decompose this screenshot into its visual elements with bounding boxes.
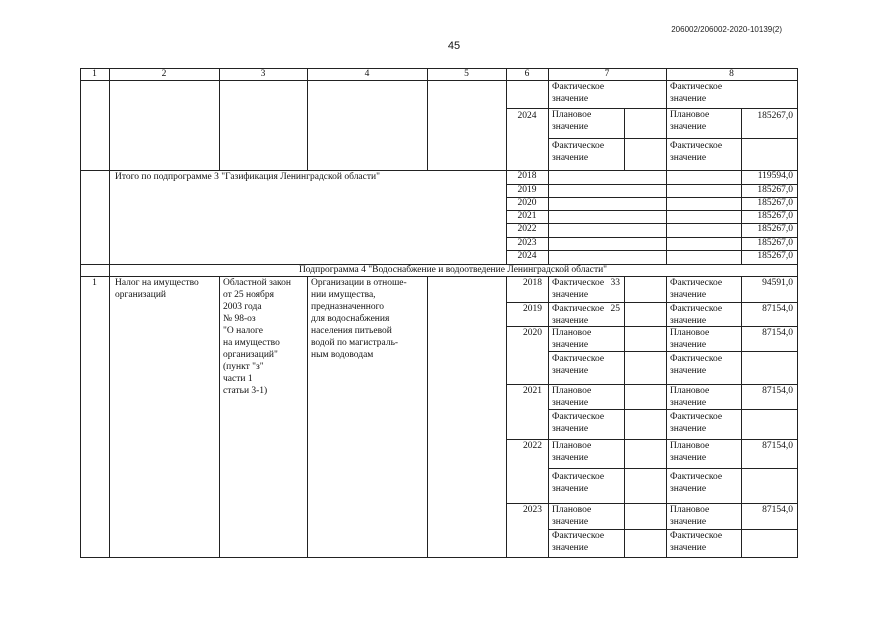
law-reference: статьи 3-1) bbox=[223, 386, 268, 396]
label-indicator: значение bbox=[670, 484, 707, 494]
label-fact: значение bbox=[552, 153, 589, 163]
label-fact: значение bbox=[670, 94, 707, 104]
value-cell: 185267,0 bbox=[757, 251, 793, 261]
beneficiaries: для водоснабжения bbox=[311, 314, 390, 324]
year-cell: 2018 bbox=[523, 278, 542, 288]
value-cell: 185267,0 bbox=[757, 238, 793, 248]
value-cell: 94591,0 bbox=[762, 278, 793, 288]
year-cell: 2020 bbox=[517, 198, 537, 208]
label-indicator: значение bbox=[552, 290, 589, 300]
label-fact: значение bbox=[552, 94, 589, 104]
column-rule bbox=[307, 80, 308, 170]
year-cell: 2024 bbox=[517, 111, 537, 121]
column-rule bbox=[548, 276, 549, 557]
column-rule bbox=[666, 170, 667, 264]
value-cell: 119594,0 bbox=[757, 171, 793, 181]
indicator-count: 33 bbox=[610, 278, 620, 288]
label-indicator: значение bbox=[552, 453, 589, 463]
row-rule bbox=[506, 557, 798, 558]
label-indicator: Плановое bbox=[670, 386, 710, 396]
row-number: 1 bbox=[92, 278, 97, 288]
column-rule bbox=[219, 276, 220, 557]
label-indicator: Плановое bbox=[552, 441, 592, 451]
law-reference: организаций" bbox=[223, 350, 278, 360]
beneficiaries: ным водоводам bbox=[311, 350, 374, 360]
label-indicator: Плановое bbox=[552, 328, 592, 338]
column-number: 2 bbox=[161, 69, 167, 79]
column-rule bbox=[666, 80, 667, 170]
value-cell: 87154,0 bbox=[762, 386, 793, 396]
column-rule bbox=[624, 276, 625, 557]
label-indicator: Фактическое bbox=[552, 278, 605, 288]
year-cell: 2019 bbox=[523, 304, 542, 314]
label-indicator: Плановое bbox=[670, 505, 710, 515]
value-cell: 185267,0 bbox=[757, 224, 793, 234]
value-cell: 87154,0 bbox=[762, 441, 793, 451]
year-cell: 2024 bbox=[517, 251, 537, 261]
document-id: 206002/206002-2020-10139(2) bbox=[671, 25, 782, 34]
law-reference: Областной закон bbox=[223, 278, 292, 288]
subprogram-title: Подпрограмма 4 "Водоснабжение и водоотведение Ленинградской области" bbox=[298, 265, 608, 275]
law-reference: (пункт "з" bbox=[223, 362, 264, 372]
year-cell: 2018 bbox=[517, 171, 537, 181]
label-indicator: Плановое bbox=[552, 386, 592, 396]
value-cell: 185267,0 bbox=[757, 111, 793, 121]
row-rule bbox=[506, 439, 798, 440]
row-rule bbox=[506, 108, 798, 109]
label-indicator: Фактическое bbox=[670, 412, 723, 422]
table-right-border bbox=[797, 68, 798, 557]
row-rule bbox=[506, 503, 798, 504]
label-indicator: значение bbox=[552, 543, 589, 553]
column-number: 6 bbox=[524, 69, 530, 79]
label-indicator: Фактическое bbox=[670, 304, 723, 314]
label-indicator: значение bbox=[552, 340, 589, 350]
label-indicator: значение bbox=[670, 543, 707, 553]
row-rule bbox=[80, 276, 798, 277]
label-indicator: Плановое bbox=[552, 505, 592, 515]
column-number: 8 bbox=[729, 69, 734, 79]
label-indicator: значение bbox=[670, 316, 707, 326]
label-indicator: Фактическое bbox=[670, 472, 723, 482]
value-cell: 87154,0 bbox=[762, 328, 793, 338]
row-rule bbox=[548, 409, 798, 410]
label-indicator: Фактическое bbox=[552, 412, 605, 422]
law-reference: части 1 bbox=[223, 374, 253, 384]
row-rule bbox=[506, 326, 798, 327]
label-indicator: значение bbox=[552, 398, 589, 408]
label-fact: Фактическое bbox=[670, 82, 723, 92]
column-number: 7 bbox=[604, 69, 610, 79]
beneficiaries: нии имущества, bbox=[311, 290, 376, 300]
law-reference: 2003 года bbox=[223, 302, 262, 312]
label-indicator: Фактическое bbox=[552, 531, 605, 541]
row-rule bbox=[548, 138, 798, 139]
label-indicator: значение bbox=[552, 517, 589, 527]
indicator-count: 25 bbox=[610, 304, 620, 314]
label-indicator: значение bbox=[670, 290, 707, 300]
label-indicator: значение bbox=[670, 453, 707, 463]
label-indicator: значение bbox=[670, 424, 707, 434]
label-indicator: Фактическое bbox=[552, 354, 605, 364]
label-indicator: значение bbox=[670, 340, 707, 350]
beneficiaries: водой по магистраль- bbox=[311, 338, 399, 348]
column-rule bbox=[548, 80, 549, 170]
row-rule bbox=[506, 384, 798, 385]
label-indicator: Фактическое bbox=[670, 278, 723, 288]
label-indicator: Плановое bbox=[670, 328, 710, 338]
label-indicator: значение bbox=[552, 484, 589, 494]
year-cell: 2019 bbox=[517, 185, 537, 195]
column-rule bbox=[307, 276, 308, 557]
label-plan: Плановое bbox=[552, 110, 592, 120]
column-rule bbox=[666, 276, 667, 557]
column-number: 1 bbox=[92, 69, 97, 79]
label-fact: Фактическое bbox=[670, 141, 723, 151]
column-rule bbox=[548, 170, 549, 264]
tax-name: Налог на имущество bbox=[115, 278, 199, 288]
label-fact: Фактическое bbox=[552, 82, 605, 92]
label-indicator: Фактическое bbox=[552, 472, 605, 482]
column-rule bbox=[427, 80, 428, 170]
column-rule bbox=[624, 108, 625, 170]
column-rule bbox=[427, 276, 428, 557]
column-rule bbox=[219, 80, 220, 170]
row-rule bbox=[506, 302, 798, 303]
label-indicator: значение bbox=[670, 366, 707, 376]
row-rule bbox=[548, 529, 798, 530]
year-cell: 2023 bbox=[523, 505, 542, 515]
law-reference: на имущество bbox=[223, 338, 280, 348]
label-indicator: Фактическое bbox=[670, 354, 723, 364]
row-rule bbox=[548, 468, 798, 469]
law-reference: № 98-оз bbox=[223, 314, 256, 324]
value-cell: 185267,0 bbox=[757, 198, 793, 208]
table-bottom-border bbox=[80, 557, 507, 558]
label-indicator: значение bbox=[552, 424, 589, 434]
year-cell: 2021 bbox=[523, 386, 542, 396]
year-cell: 2022 bbox=[517, 224, 537, 234]
label-indicator: значение bbox=[670, 517, 707, 527]
column-rule bbox=[506, 80, 507, 170]
column-number: 4 bbox=[364, 69, 370, 79]
label-indicator: значение bbox=[552, 316, 589, 326]
label-plan: значение bbox=[552, 122, 589, 132]
label-fact: значение bbox=[670, 153, 707, 163]
value-cell: 185267,0 bbox=[757, 185, 793, 195]
tax-name: организаций bbox=[115, 290, 167, 300]
page-number: 45 bbox=[447, 40, 461, 52]
label-plan: Плановое bbox=[670, 110, 710, 120]
year-cell: 2020 bbox=[523, 328, 542, 338]
label-indicator: Фактическое bbox=[670, 531, 723, 541]
column-number: 5 bbox=[464, 69, 469, 79]
beneficiaries: Организации в отноше- bbox=[311, 278, 407, 288]
column-number: 3 bbox=[260, 69, 266, 79]
year-cell: 2023 bbox=[517, 238, 537, 248]
table-left-border bbox=[80, 80, 81, 557]
beneficiaries: предназначенного bbox=[311, 302, 385, 312]
beneficiaries: населения питьевой bbox=[311, 326, 392, 336]
label-indicator: значение bbox=[670, 398, 707, 408]
year-cell: 2021 bbox=[517, 211, 537, 221]
row-rule bbox=[548, 351, 798, 352]
label-fact: Фактическое bbox=[552, 141, 605, 151]
label-indicator: значение bbox=[552, 366, 589, 376]
value-cell: 87154,0 bbox=[762, 304, 793, 314]
block-separator bbox=[80, 170, 798, 171]
label-plan: значение bbox=[670, 122, 707, 132]
subtotal-label: Итого по подпрограмме 3 "Газификация Ленинградской области" bbox=[115, 172, 380, 182]
column-rule bbox=[109, 80, 110, 557]
law-reference: от 25 ноября bbox=[223, 290, 275, 300]
label-indicator: Плановое bbox=[670, 441, 710, 451]
value-cell: 87154,0 bbox=[762, 505, 793, 515]
year-cell: 2022 bbox=[523, 441, 542, 451]
law-reference: "О налоге bbox=[223, 326, 263, 336]
label-indicator: Фактическое bbox=[552, 304, 605, 314]
value-cell: 185267,0 bbox=[757, 211, 793, 221]
